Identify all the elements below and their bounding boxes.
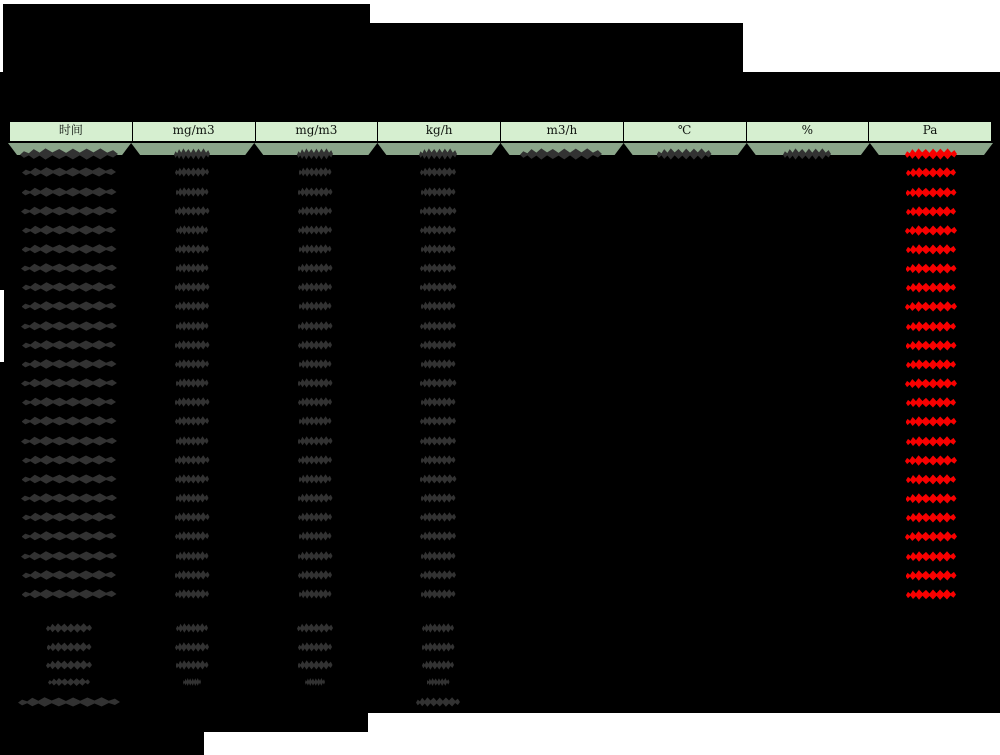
- redaction-block: [0, 732, 204, 755]
- redaction-block: [0, 72, 1000, 122]
- unit-header-cell[interactable]: ℃: [624, 122, 746, 141]
- unit-header-cell[interactable]: Pa: [869, 122, 991, 141]
- redaction-block: [3, 4, 370, 23]
- unit-header-cell[interactable]: kg/h: [378, 122, 500, 141]
- header-underlay-strip: [8, 143, 993, 155]
- redaction-block: [0, 713, 368, 732]
- redaction-block: [3, 23, 743, 72]
- page-background-notch: [0, 290, 4, 362]
- unit-header-row: [8, 121, 993, 143]
- unit-header-cell[interactable]: %: [747, 122, 869, 141]
- unit-header-cell[interactable]: mg/m3: [256, 122, 378, 141]
- unit-header-cell[interactable]: 时间: [10, 122, 132, 141]
- unit-header-cell[interactable]: m3/h: [501, 122, 623, 141]
- unit-header-cell[interactable]: mg/m3: [133, 122, 255, 141]
- redaction-block: [0, 122, 1000, 713]
